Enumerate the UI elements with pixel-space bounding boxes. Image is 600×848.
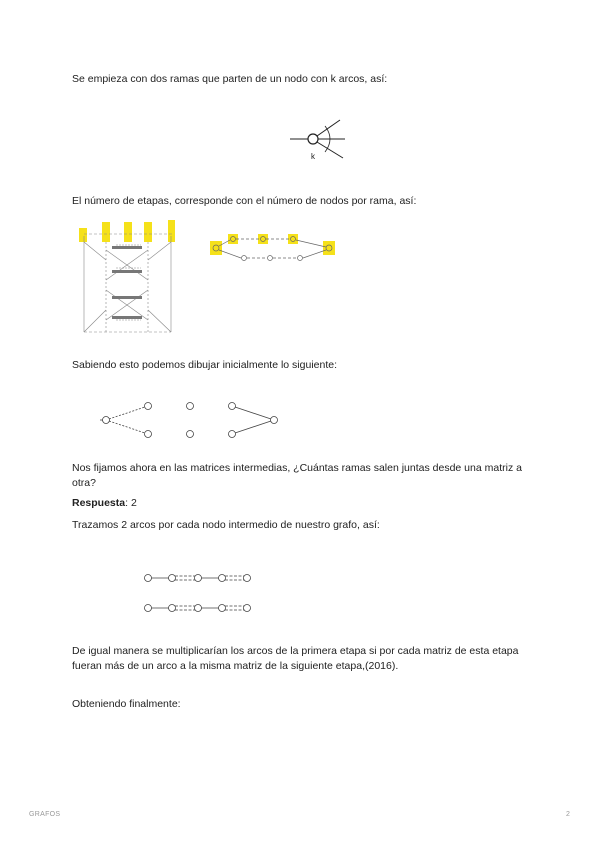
paragraph-initial-draw: Sabiendo esto podemos dibujar inicialmente lo siguiente: <box>72 359 338 371</box>
paragraph-question: Nos fijamos ahora en las matrices intermedias, ¿Cuántas ramas salen juntas desde una matriz a otra? <box>72 462 522 489</box>
paragraph-multiply: De igual manera se multiplicarían los arcos de la primera etapa si por cada matriz de esta etapa fueran más de un arco a la misma matriz de la siguiente etapa,(2016). <box>72 645 519 672</box>
highlight-3 <box>124 222 132 242</box>
figure-node-k-arcs <box>285 112 355 164</box>
page-number: 2 <box>566 811 571 818</box>
highlight-1 <box>79 228 87 242</box>
highlight-start <box>210 241 222 255</box>
figure-double-arcs <box>142 570 254 616</box>
paragraph-two-arcs: Trazamos 2 arcos por cada nodo intermedio de nuestro grafo, así: <box>72 519 380 531</box>
paragraph-answer <box>72 496 532 511</box>
figure-two-branch-graph <box>208 228 338 268</box>
answer-value: : 2 <box>125 497 137 509</box>
highlight-end <box>323 241 335 255</box>
highlight-5 <box>168 220 175 242</box>
footer-title: GRAFOS <box>29 811 61 818</box>
arc-label: k <box>311 152 315 161</box>
highlight-n3 <box>288 234 298 244</box>
highlight-4 <box>144 222 152 242</box>
paragraph-finally: Obteniendo finalmente: <box>72 698 181 710</box>
figure-matrix-stages <box>76 220 181 338</box>
paragraph-intro: Se empieza con dos ramas que parten de un nodo con k arcos, así: <box>72 73 388 85</box>
figure-initial-graph <box>96 398 286 444</box>
answer-label: Respuesta <box>72 497 126 509</box>
paragraph-stages: El número de etapas, corresponde con el número de nodos por rama, así: <box>72 195 417 207</box>
highlight-2 <box>102 222 110 242</box>
